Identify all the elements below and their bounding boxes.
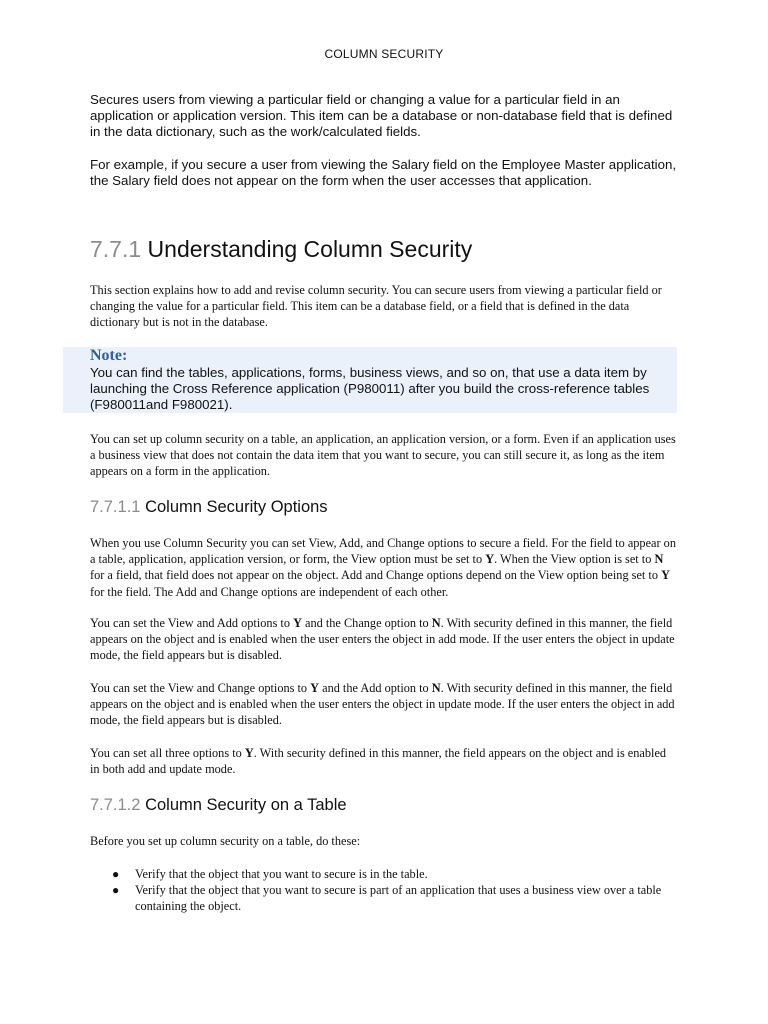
subsection-title: Column Security Options	[145, 498, 328, 516]
note-heading: Note:	[90, 347, 128, 364]
note-text: You can find the tables, applications, forms, business views, and so on, that use a data item by launching the Cross Reference application (P980011) after you build the cross-reference tables (F980011and F980021).	[90, 365, 650, 413]
section-number: 7.7.1	[90, 236, 142, 262]
subsection-heading	[90, 496, 328, 518]
list-item: ● Verify that the object that you want to secure is part of an application that uses a business view over a table containing the object.	[112, 883, 662, 914]
subsection-number: 7.7.1.1	[90, 498, 141, 516]
options-paragraph: When you use Column Security you can set View, Add, and Change options to secure a field. For the field to appear on a table, application, application version, or form, the View option must be set to Y. When the View option is set to N for a field, that field does not appear on the object. Add and Change options depend on the View option being set to Y for the field. The Add and Change options are independent of each other.	[90, 536, 676, 599]
subsection-heading	[90, 794, 347, 816]
bullet-icon: ●	[112, 883, 120, 898]
options-paragraph: You can set the View and Change options to Y and the Add option to N. With security defined in this manner, the field appears on the object and is enabled when the user enters the object in update mode. If the user enters the object in add mode, the field appears but is disabled.	[90, 681, 675, 728]
list-item: ● Verify that the object that you want to secure is in the table.	[112, 867, 428, 881]
intro-paragraph: Secures users from viewing a particular field or changing a value for a particular field in an application or application version. This item can be a database or non-database field that is defined in the data dictionary, such as the work/calculated fields.	[90, 92, 673, 139]
options-paragraph: You can set all three options to Y. With security defined in this manner, the field appears on the object and is enabled in both add and update mode.	[90, 746, 667, 777]
table-intro-paragraph: Before you set up column security on a table, do these:	[90, 834, 361, 848]
note-box	[63, 347, 677, 413]
bullet-list	[90, 866, 678, 915]
section-title: Understanding Column Security	[147, 236, 473, 262]
intro-example-paragraph: For example, if you secure a user from viewing the Salary field on the Employee Master application, the Salary field does not appear on the form when the user accesses that application.	[90, 157, 677, 188]
document-title: COLUMN SECURITY	[324, 47, 444, 61]
section-paragraph: This section explains how to add and revise column security. You can secure users from viewing a particular field or changing the value for a particular field. This item can be a database field, or a field that is defined in the data dictionary but is not in the database.	[90, 283, 662, 330]
subsection-title: Column Security on a Table	[145, 796, 347, 814]
section-paragraph: You can set up column security on a table, an application, an application version, or a form. Even if an application uses a business view that does not contain the data item that you want to secure, you can still secure it, as long as the item appears on a form in the application.	[90, 432, 676, 479]
options-paragraph: You can set the View and Add options to Y and the Change option to N. With security defined in this manner, the field appears on the object and is enabled when the user enters the object in add mode. If the user enters the object in update mode, the field appears but is disabled.	[90, 616, 675, 663]
subsection-number: 7.7.1.2	[90, 796, 141, 814]
bullet-icon: ●	[112, 867, 120, 881]
section-heading	[90, 233, 472, 265]
